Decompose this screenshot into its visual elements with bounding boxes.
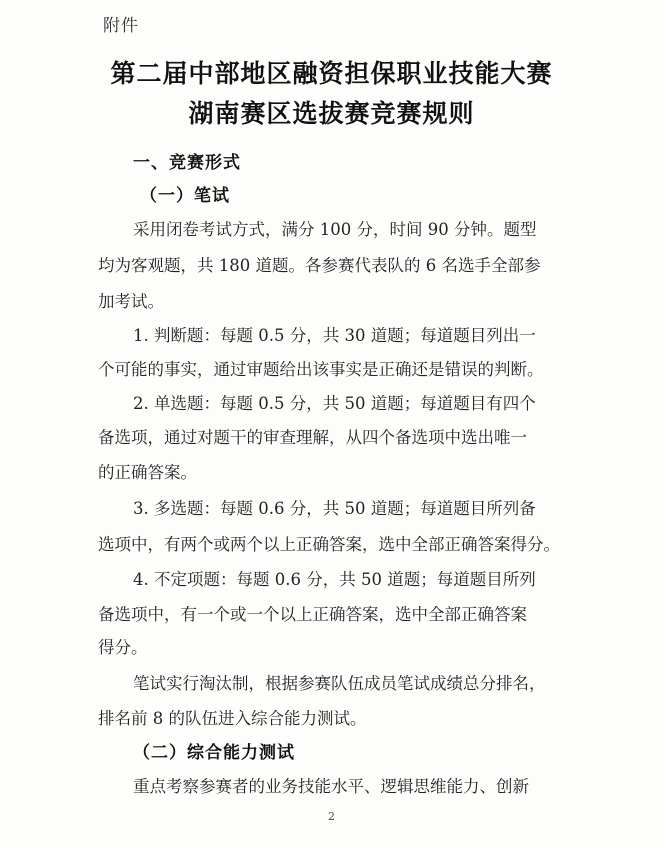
paragraph-line: 得分。 <box>98 638 148 657</box>
paragraph-line: 4. 不定项题：每题 0.6 分，共 50 道题；每道题目所列 <box>133 570 536 589</box>
paragraph-line: 采用闭卷考试方式，满分 100 分，时间 90 分钟。题型 <box>133 220 537 239</box>
paragraph-line: 2. 单选题：每题 0.5 分，共 50 道题；每道题目有四个 <box>133 394 536 413</box>
document-title-line1: 第二届中部地区融资担保职业技能大赛 <box>110 59 553 88</box>
paragraph-line: 笔试实行淘汰制，根据参赛队伍成员笔试成绩总分排名， <box>133 674 546 693</box>
paragraph-line: 加考试。 <box>98 292 164 311</box>
paragraph-line: 3. 多选题：每题 0.6 分，共 50 道题；每道题目所列备 <box>133 499 536 518</box>
paragraph-line: 重点考察参赛者的业务技能水平、逻辑思维能力、创新 <box>133 777 529 796</box>
attachment-label: 附件 <box>103 16 139 36</box>
paragraph-line: 选项中，有两个或两个以上正确答案，选中全部正确答案得分。 <box>98 535 560 554</box>
page-number: 2 <box>328 810 335 823</box>
paragraph-line: 的正确答案。 <box>98 463 197 482</box>
paragraph-line: 备选项，通过对题干的审查理解，从四个备选项中选出唯一 <box>98 428 527 447</box>
paragraph-line: 均为客观题，共 180 道题。各参赛代表队的 6 名选手全部参 <box>98 256 541 275</box>
paragraph-line: 个可能的事实，通过审题给出该事实是正确还是错误的判断。 <box>98 360 544 379</box>
paragraph-line: 1. 判断题：每题 0.5 分，共 30 道题；每道题目列出一 <box>133 326 536 345</box>
subsection-heading-comprehensive-test: （二）综合能力测试 <box>133 743 295 763</box>
paragraph-line: 备选项中，有一个或一个以上正确答案，选中全部正确答案 <box>98 605 527 624</box>
paragraph-line: 排名前 8 的队伍进入综合能力测试。 <box>98 709 367 728</box>
subsection-heading-written-exam: （一）笔试 <box>140 186 230 206</box>
section-heading-competition-format: 一、竞赛形式 <box>133 153 241 173</box>
document-title-line2: 湖南赛区选拔赛竞赛规则 <box>188 99 475 128</box>
